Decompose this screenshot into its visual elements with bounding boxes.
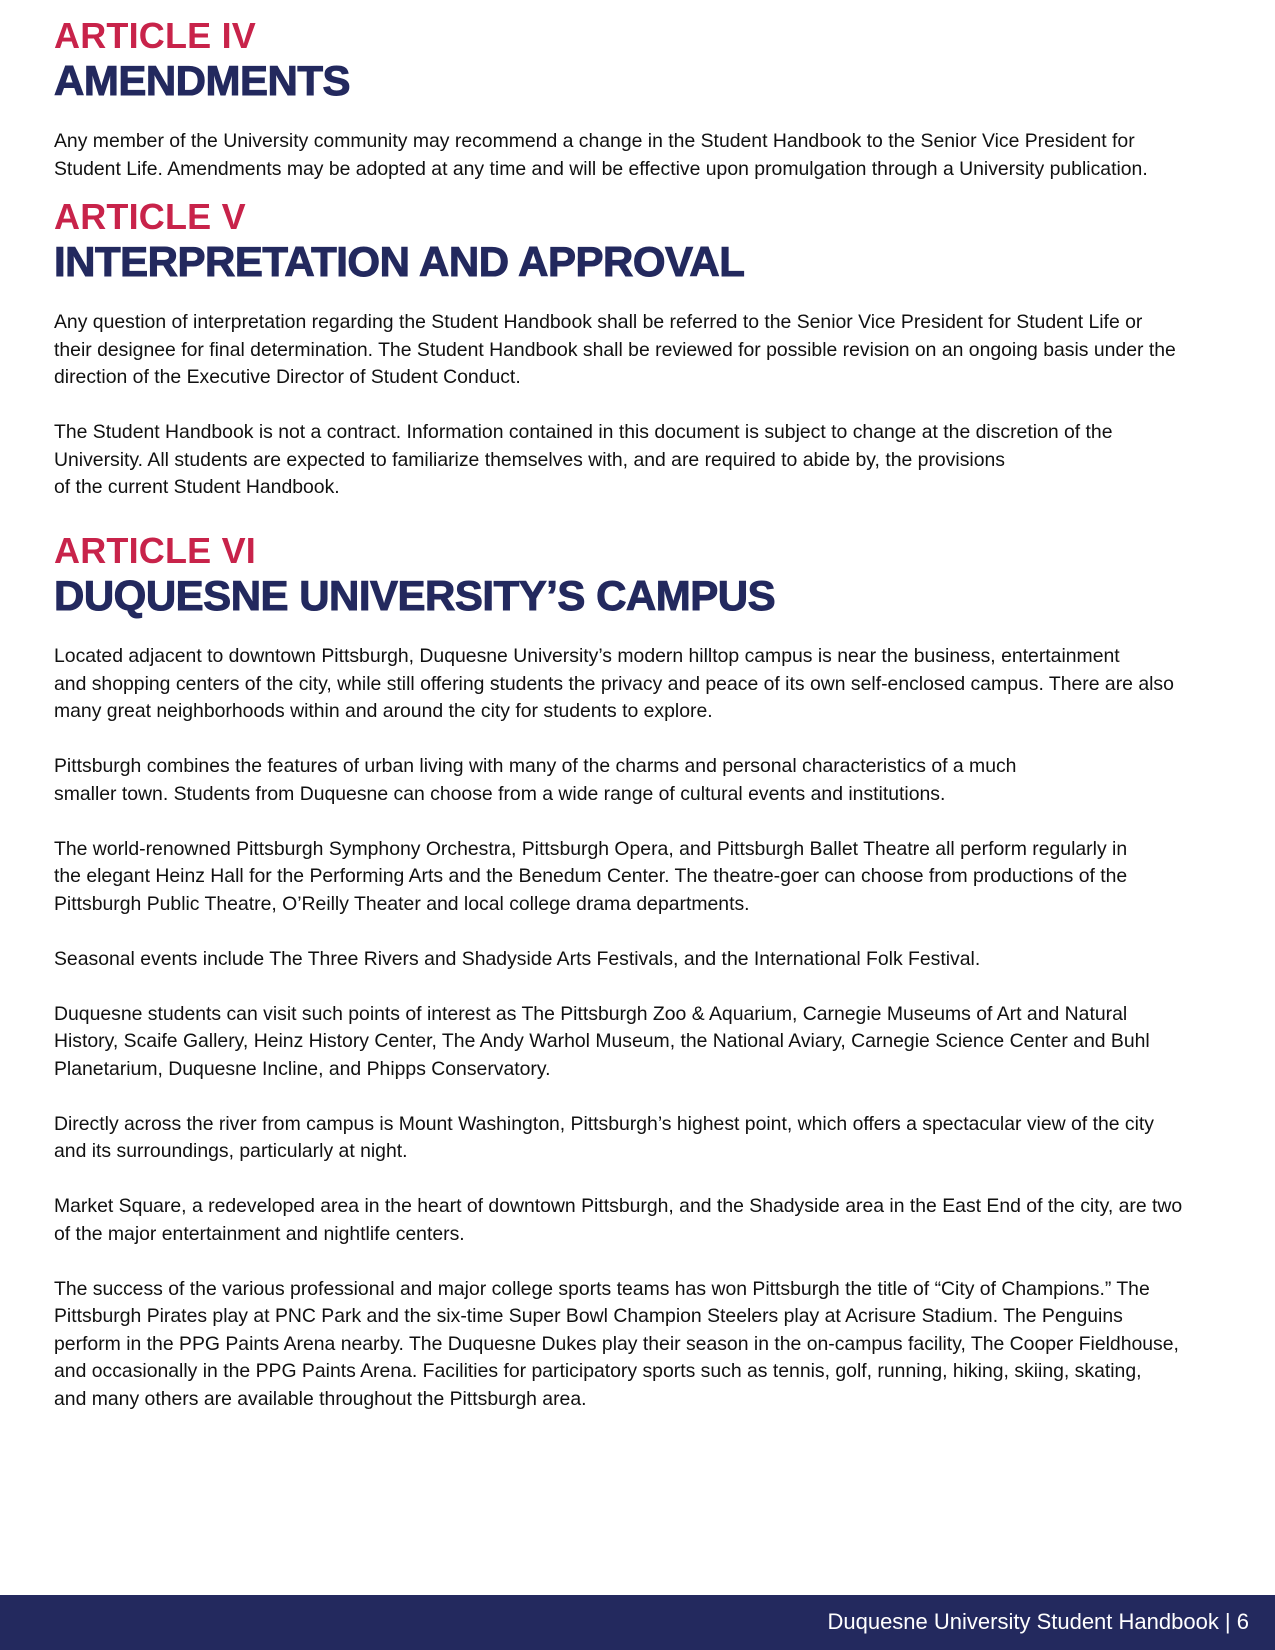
article-number: ARTICLE IV xyxy=(54,15,257,56)
paragraph: The world-renowned Pittsburgh Symphony Orchestra, Pittsburgh Opera, and Pittsburgh Ballet Theatre all perform regularly in the elegant Heinz Hall for the Performing Arts and the Benedum Center. The theatre-goer can choose from productions of the Pittsburgh Public Theatre, O’Reilly Theater and local college drama departments. xyxy=(54,837,1128,915)
article-number: ARTICLE V xyxy=(54,196,246,237)
page-content xyxy=(54,14,1224,1441)
article-v-section xyxy=(54,195,1224,502)
article-title: INTERPRETATION AND APPROVAL xyxy=(54,238,745,285)
article-title: AMENDMENTS xyxy=(54,57,350,104)
article-iv-section xyxy=(54,14,1224,183)
paragraph: Market Square, a redeveloped area in the heart of downtown Pittsburgh, and the Shadyside area in the East End of the city, are two of the major entertainment and nightlife centers. xyxy=(54,1195,1183,1245)
paragraph: Any member of the University community may recommend a change in the Student Handbook to the Senior Vice President for Student Life. Amendments may be adopted at any time and will be effective upon promulgation through a University publication. xyxy=(54,130,1148,180)
paragraph: Pittsburgh combines the features of urban living with many of the charms and personal characteristics of a much smaller town. Students from Duquesne can choose from a wide range of cultural events and institutions. xyxy=(54,755,1017,805)
paragraph: Any question of interpretation regarding the Student Handbook shall be referred to the Senior Vice President for Student Life or their designee for final determination. The Student Handbook shall be reviewed for possible revision on an ongoing basis under the direction of the Executive Director of Student Conduct. xyxy=(54,311,1176,388)
paragraph: Duquesne students can visit such points of interest as The Pittsburgh Zoo & Aquarium, Carnegie Museums of Art and Natural History, Scaife Gallery, Heinz History Center, The Andy Warhol Museum, the National Aviary, Carnegie Science Center and Buhl Planetarium, Duquesne Incline, and Phipps Conservatory. xyxy=(54,1002,1150,1080)
article-vi-section xyxy=(54,529,1224,1413)
paragraph: Seasonal events include The Three Rivers and Shadyside Arts Festivals, and the International Folk Festival. xyxy=(54,947,981,970)
footer-text: Duquesne University Student Handbook | 6 xyxy=(827,1609,1249,1634)
article-number: ARTICLE VI xyxy=(54,530,257,571)
paragraph: Located adjacent to downtown Pittsburgh, Duquesne University’s modern hilltop campus is near the business, entertainment and shopping centers of the city, while still offering students the privacy and peace of its own self-enclosed campus. There are also many great neighborhoods within and around the city for students to explore. xyxy=(54,645,1174,722)
article-title: DUQUESNE UNIVERSITY’S CAMPUS xyxy=(54,572,776,619)
paragraph: Directly across the river from campus is Mount Washington, Pittsburgh’s highest point, which offers a spectacular view of the city and its surroundings, particularly at night. xyxy=(54,1112,1154,1162)
paragraph: The Student Handbook is not a contract. Information contained in this document is subject to change at the discretion of the University. All students are expected to familiarize themselves with, and are required to abide by, the provisions of the current Student Handbook. xyxy=(54,421,1113,498)
paragraph: The success of the various professional and major college sports teams has won Pittsburgh the title of “City of Champions.” The Pittsburgh Pirates play at PNC Park and the six-time Super Bowl Champion Steelers play at Acrisure Stadium. The Penguins perform in the PPG Paints Arena nearby. The Duquesne Dukes play their season in the on-campus facility, The Cooper Fieldhouse, and occasionally in the PPG Paints Arena. Facilities for participatory sports such as tennis, golf, running, hiking, skiing, skating, and many others are available throughout the Pittsburgh area. xyxy=(54,1277,1179,1410)
page-footer xyxy=(0,1595,1275,1650)
